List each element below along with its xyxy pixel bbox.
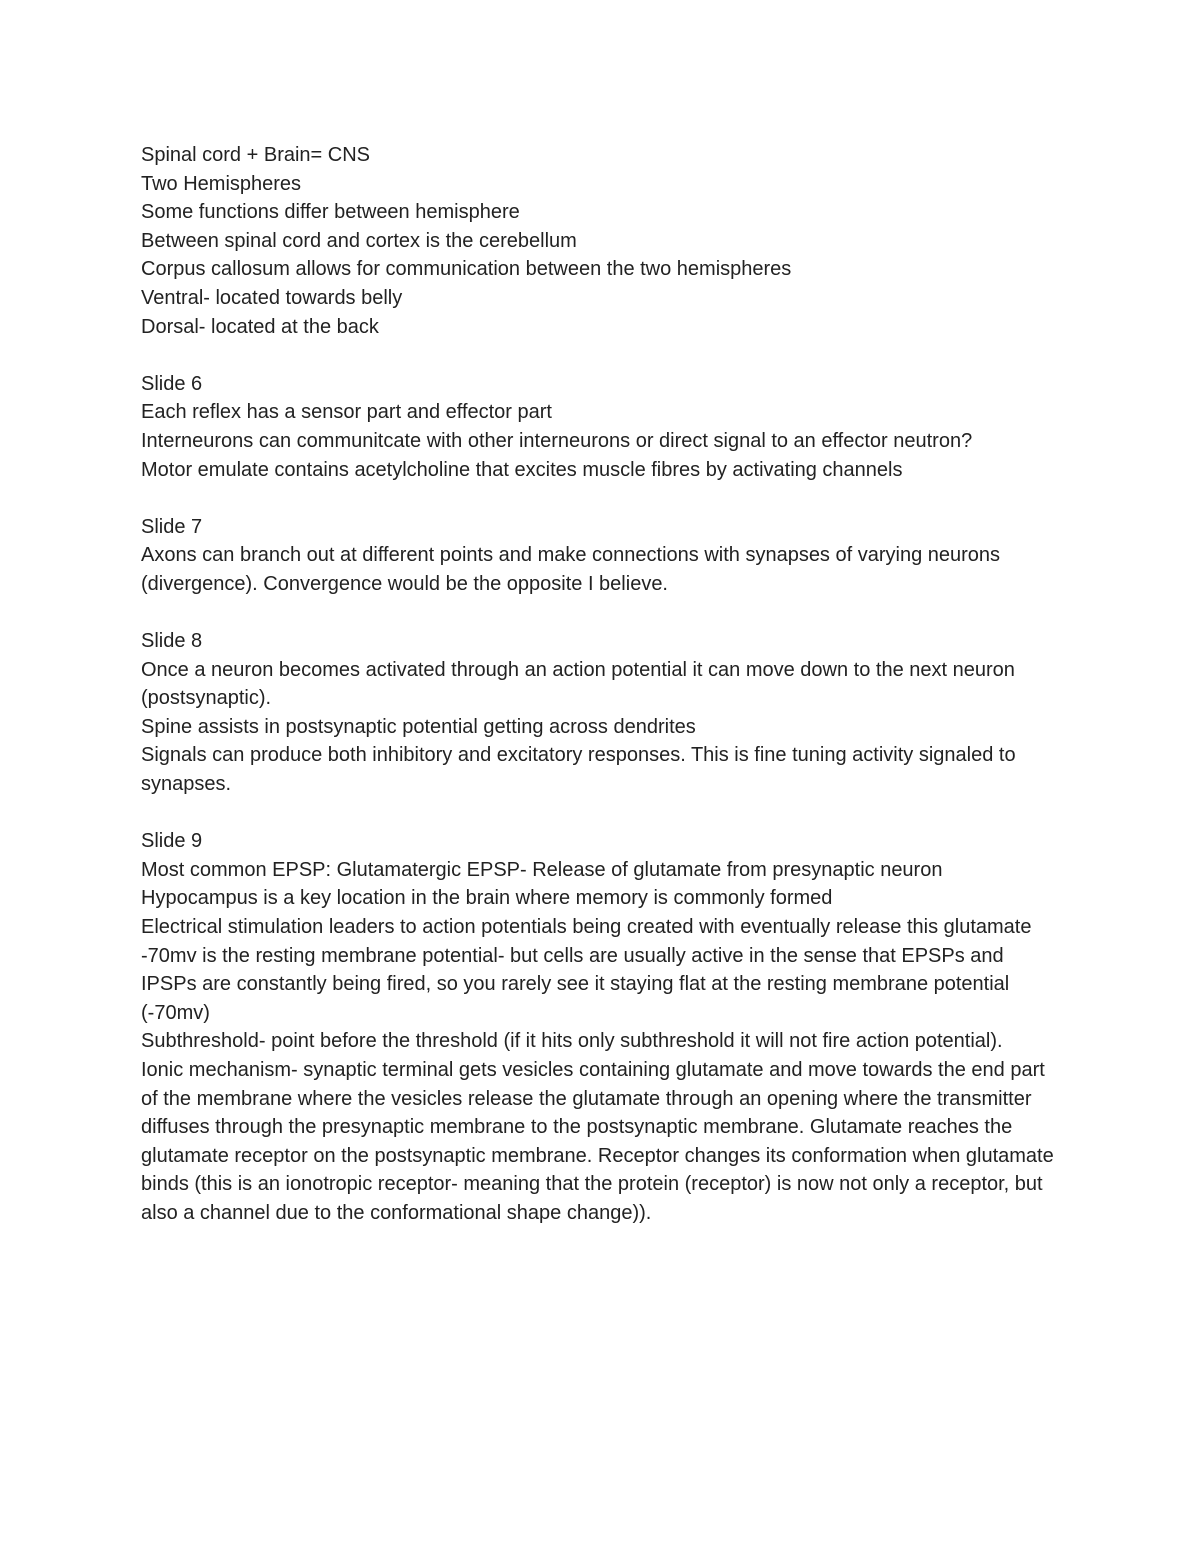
text-line: Motor emulate contains acetylcholine that excites muscle fibres by activating channels xyxy=(141,458,903,481)
text-line: Once a neuron becomes activated through an action potential it can move down to the next neuron (postsynaptic). xyxy=(141,658,1015,710)
text-line: Electrical stimulation leaders to action potentials being created with eventually release this glutamate xyxy=(141,916,1032,939)
text-line: Signals can produce both inhibitory and excitatory responses. This is fine tuning activity signaled to synapses. xyxy=(141,744,1016,796)
section-slide-8 xyxy=(141,627,1061,799)
section-heading: Slide 6 xyxy=(141,372,203,395)
text-line: Hypocampus is a key location in the brain where memory is commonly formed xyxy=(141,887,833,910)
text-line: Subthreshold- point before the threshold (if it hits only subthreshold it will not fire action potential). xyxy=(141,1030,1003,1053)
text-line: Each reflex has a sensor part and effector part xyxy=(141,401,552,424)
text-line: Axons can branch out at different points and make connections with synapses of varying neurons (divergence). Convergence would be the opposite I believe. xyxy=(141,544,1001,595)
text-line: Between spinal cord and cortex is the cerebellum xyxy=(141,229,577,252)
section-slide-9 xyxy=(141,827,1061,1227)
text-line: Interneurons can communitcate with other interneurons or direct signal to an effector neutron? xyxy=(141,429,973,452)
text-line: Spinal cord + Brain= CNS xyxy=(141,144,371,166)
section-slide-7 xyxy=(141,513,1061,599)
document-page xyxy=(141,141,1061,1228)
text-line: -70mv is the resting membrane potential- but cells are usually active in the sense that EPSPs and IPSPs are constantly being fired, so you rarely see it staying flat at the resting membrane potential (-70mv) xyxy=(141,944,1010,1024)
section-heading: Slide 8 xyxy=(141,630,203,653)
text-line: Ventral- located towards belly xyxy=(141,286,403,309)
section-heading: Slide 9 xyxy=(141,830,203,853)
text-line: Spine assists in postsynaptic potential getting across dendrites xyxy=(141,715,696,738)
text-line: Corpus callosum allows for communication between the two hemispheres xyxy=(141,258,792,281)
text-line: Some functions differ between hemisphere xyxy=(141,201,520,224)
section-heading: Slide 7 xyxy=(141,515,203,538)
text-line: Dorsal- located at the back xyxy=(141,315,379,338)
text-line: Ionic mechanism- synaptic terminal gets vesicles containing glutamate and move towards the end part of the membrane where the vesicles release the glutamate through an opening where the transmitter diffuses through the presynaptic membrane to the postsynaptic membrane. Glutamate reaches the glutamate receptor on the postsynaptic membrane. Receptor changes its conformation when glutamate binds (this is an ionotropic receptor- meaning that the protein (receptor) is now not only a receptor, but also a channel due to the conformational shape change)). xyxy=(141,1059,1054,1224)
text-line: Most common EPSP: Glutamatergic EPSP- Release of glutamate from presynaptic neuron xyxy=(141,858,943,881)
section-intro xyxy=(141,141,1061,341)
section-slide-6 xyxy=(141,370,1061,484)
text-line: Two Hemispheres xyxy=(141,172,302,195)
